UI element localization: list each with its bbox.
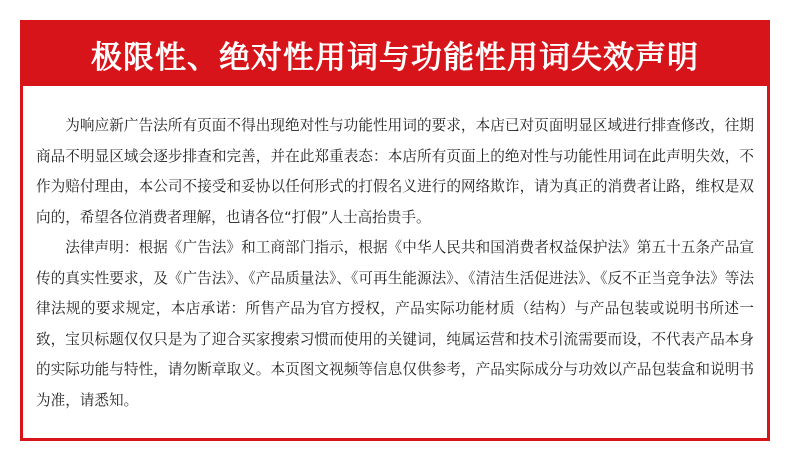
title-banner	[23, 23, 767, 86]
notice-paragraph-statement: 为响应新广告法所有页面不得出现绝对性与功能性用词的要求，本店已对页面明显区域进行排查修改，往期商品不明显区域会逐步排查和完善，并在此郑重表态：本店所有页面上的绝对性与功能性用词在此声明失效，不作为赔付理由，本公司不接受和妥协以任何形式的打假名义进行的网络欺诈，请为真正的消费者让路，维权是双向的，希望各位消费者理解，也请各位“打假”人士高抬贵手。	[36, 117, 754, 226]
notice-title: 极限性、绝对性用词与功能性用词失效声明	[91, 40, 699, 76]
notice-frame	[20, 20, 770, 441]
notice-paragraph-legal: 法律声明：根据《广告法》和工商部门指示，根据《中华人民共和国消费者权益保护法》第五十五条产品宣传的真实性要求，及《广告法》、《产品质量法》、《可再生能源法》、《清洁生活促进法》、《反不正当竞争法》等法律法规的要求规定，本店承诺：所售产品为官方授权，产品实际功能材质（结构）与产品包装或说明书所述一致，宝贝标题仅仅只是为了迎合买家搜索习惯而使用的关键词，纯属运营和技术引流需要而设，不代表产品本身的实际功能与特性，请勿断章取义。本页图文视频等信息仅供参考，产品实际成分与功效以产品包装盒和说明书为准，请悉知。	[36, 239, 754, 409]
notice-body	[36, 111, 754, 416]
